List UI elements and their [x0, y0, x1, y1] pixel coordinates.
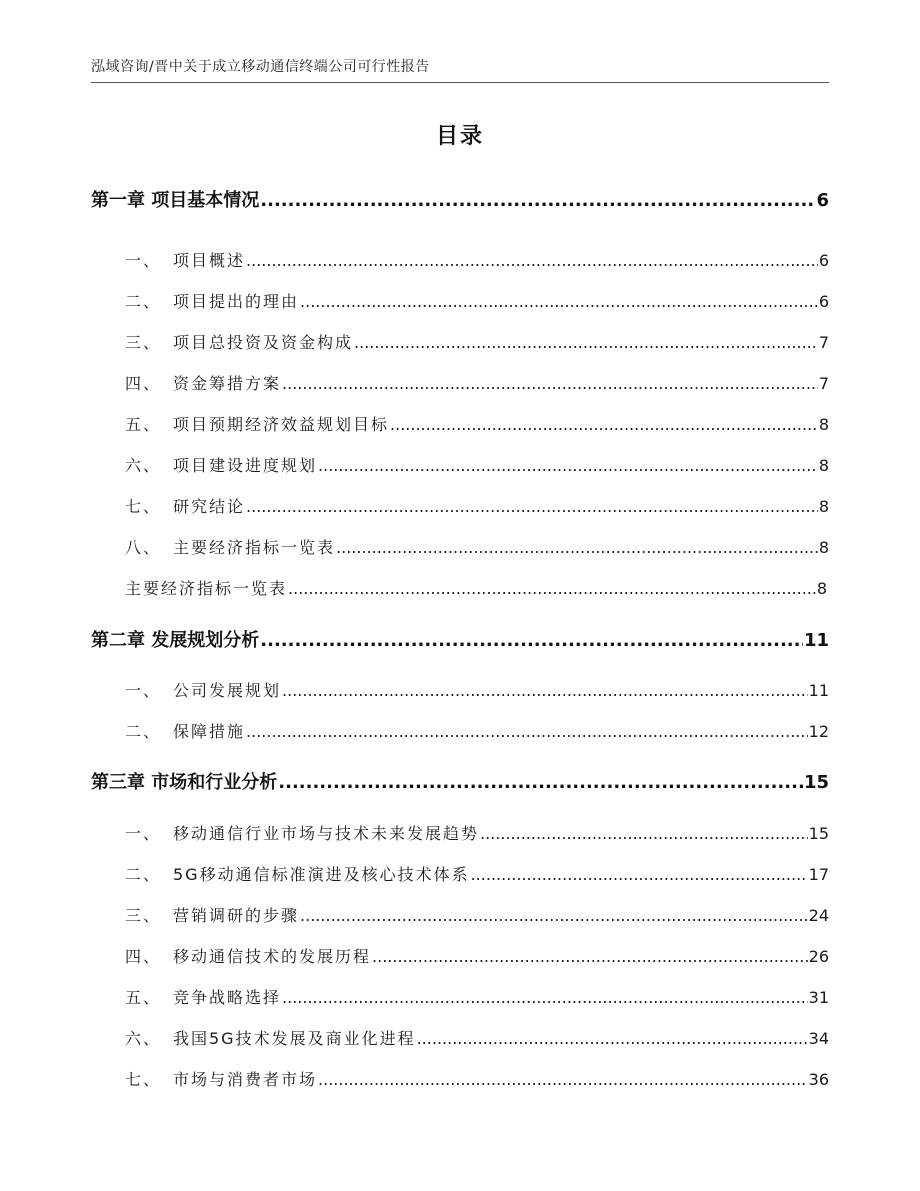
section-title: 我国5G技术发展及商业化进程: [173, 1029, 416, 1048]
section-number: 六、: [125, 456, 162, 475]
chapter-label: 第一章 项目基本情况: [91, 190, 260, 211]
leader-dots: [318, 456, 818, 475]
toc-entry[interactable]: [91, 1026, 829, 1049]
section-title: 项目总投资及资金构成: [173, 333, 354, 352]
leader-dots: [282, 681, 808, 700]
section-number: 七、: [125, 497, 162, 516]
section-title: 移动通信行业市场与技术未来发展趋势: [173, 824, 480, 843]
toc-entry[interactable]: [91, 330, 829, 353]
section-title: 主要经济指标一览表: [125, 579, 288, 598]
section-title: 项目提出的理由: [173, 292, 300, 311]
toc-entry[interactable]: [91, 1067, 829, 1090]
page-number: 8: [818, 538, 829, 557]
section-title: 竞争战略选择: [173, 988, 282, 1007]
toc-entry[interactable]: [91, 453, 829, 476]
page-number: 8: [816, 579, 829, 598]
leader-dots: [282, 988, 808, 1007]
leader-dots: [354, 333, 818, 352]
page-number: 26: [808, 947, 829, 966]
section-title: 项目建设进度规划: [173, 456, 318, 475]
chapter-label: 第二章 发展规划分析: [91, 630, 260, 651]
toc-entry[interactable]: [91, 494, 829, 517]
toc-entry[interactable]: [91, 248, 829, 271]
section-title: 研究结论: [173, 497, 246, 516]
section-number: 一、: [125, 681, 162, 700]
leader-dots: [336, 538, 818, 557]
section-title: 主要经济指标一览表: [173, 538, 336, 557]
section-number: 一、: [125, 251, 162, 270]
section-number: 一、: [125, 824, 162, 843]
section-number: 四、: [125, 947, 162, 966]
toc-entry[interactable]: [91, 719, 829, 742]
page-number: 8: [818, 456, 829, 475]
page-number: 24: [808, 906, 829, 925]
section-title: 5G移动通信标准演进及核心技术体系: [173, 865, 470, 884]
toc-entry[interactable]: [91, 944, 829, 967]
page-number: 31: [808, 988, 829, 1007]
leader-dots: [246, 251, 818, 270]
section-title: 项目预期经济效益规划目标: [173, 415, 390, 434]
leader-dots: [282, 374, 818, 393]
section-title: 项目概述: [173, 251, 246, 270]
leader-dots: [278, 772, 803, 793]
section-number: 五、: [125, 415, 162, 434]
page-number: 6: [818, 251, 829, 270]
toc-entry[interactable]: [91, 535, 829, 558]
leader-dots: [260, 630, 803, 651]
page-number: 36: [808, 1070, 829, 1089]
page-number: 7: [818, 374, 829, 393]
page-title: 目录: [435, 124, 484, 149]
leader-dots: [471, 865, 808, 884]
leader-dots: [318, 1070, 808, 1089]
leader-dots: [246, 722, 808, 741]
leader-dots: [390, 415, 818, 434]
leader-dots: [417, 1029, 808, 1048]
toc-entry[interactable]: [91, 576, 829, 599]
section-title: 保障措施: [173, 722, 246, 741]
section-number: 七、: [125, 1070, 162, 1089]
section-number: 六、: [125, 1029, 162, 1048]
section-number: 二、: [125, 722, 162, 741]
section-title: 公司发展规划: [173, 681, 282, 700]
toc-entry[interactable]: [91, 862, 829, 885]
leader-dots: [260, 190, 815, 211]
page-number: 6: [818, 292, 829, 311]
leader-dots: [300, 292, 818, 311]
chapter-label: 第三章 市场和行业分析: [91, 772, 278, 793]
toc-entry[interactable]: [91, 903, 829, 926]
leader-dots: [372, 947, 808, 966]
section-title: 营销调研的步骤: [173, 906, 300, 925]
page-number: 12: [808, 722, 829, 741]
page-number: 34: [808, 1029, 829, 1048]
leader-dots: [480, 824, 808, 843]
section-title: 资金筹措方案: [173, 374, 282, 393]
leader-dots: [246, 497, 818, 516]
section-number: 八、: [125, 538, 162, 557]
toc-chapter-2[interactable]: [91, 626, 829, 652]
section-number: 三、: [125, 333, 162, 352]
section-number: 四、: [125, 374, 162, 393]
toc-chapter-3[interactable]: [91, 768, 829, 794]
section-number: 三、: [125, 906, 162, 925]
section-number: 二、: [125, 865, 162, 884]
section-number: 五、: [125, 988, 162, 1007]
toc-entry[interactable]: [91, 289, 829, 312]
toc-entry[interactable]: [91, 371, 829, 394]
page-number: 8: [818, 415, 829, 434]
toc-entry[interactable]: [91, 985, 829, 1008]
page-number: 7: [818, 333, 829, 352]
page-number: 8: [818, 497, 829, 516]
page-number: 15: [808, 824, 829, 843]
section-title: 市场与消费者市场: [173, 1070, 318, 1089]
page-number: 6: [816, 190, 829, 211]
leader-dots: [288, 579, 816, 598]
toc-chapter-1[interactable]: [91, 186, 829, 212]
page-number: 11: [803, 630, 829, 651]
page-number: 15: [803, 772, 829, 793]
toc-entry[interactable]: [91, 678, 829, 701]
toc-entry[interactable]: [91, 821, 829, 844]
toc-entry[interactable]: [91, 412, 829, 435]
section-number: 二、: [125, 292, 162, 311]
running-header: 泓域咨询/晋中关于成立移动通信终端公司可行性报告: [91, 59, 430, 75]
page-number: 17: [808, 865, 829, 884]
leader-dots: [300, 906, 808, 925]
page-number: 11: [808, 681, 829, 700]
section-title: 移动通信技术的发展历程: [173, 947, 372, 966]
table-of-contents: [91, 0, 829, 1191]
